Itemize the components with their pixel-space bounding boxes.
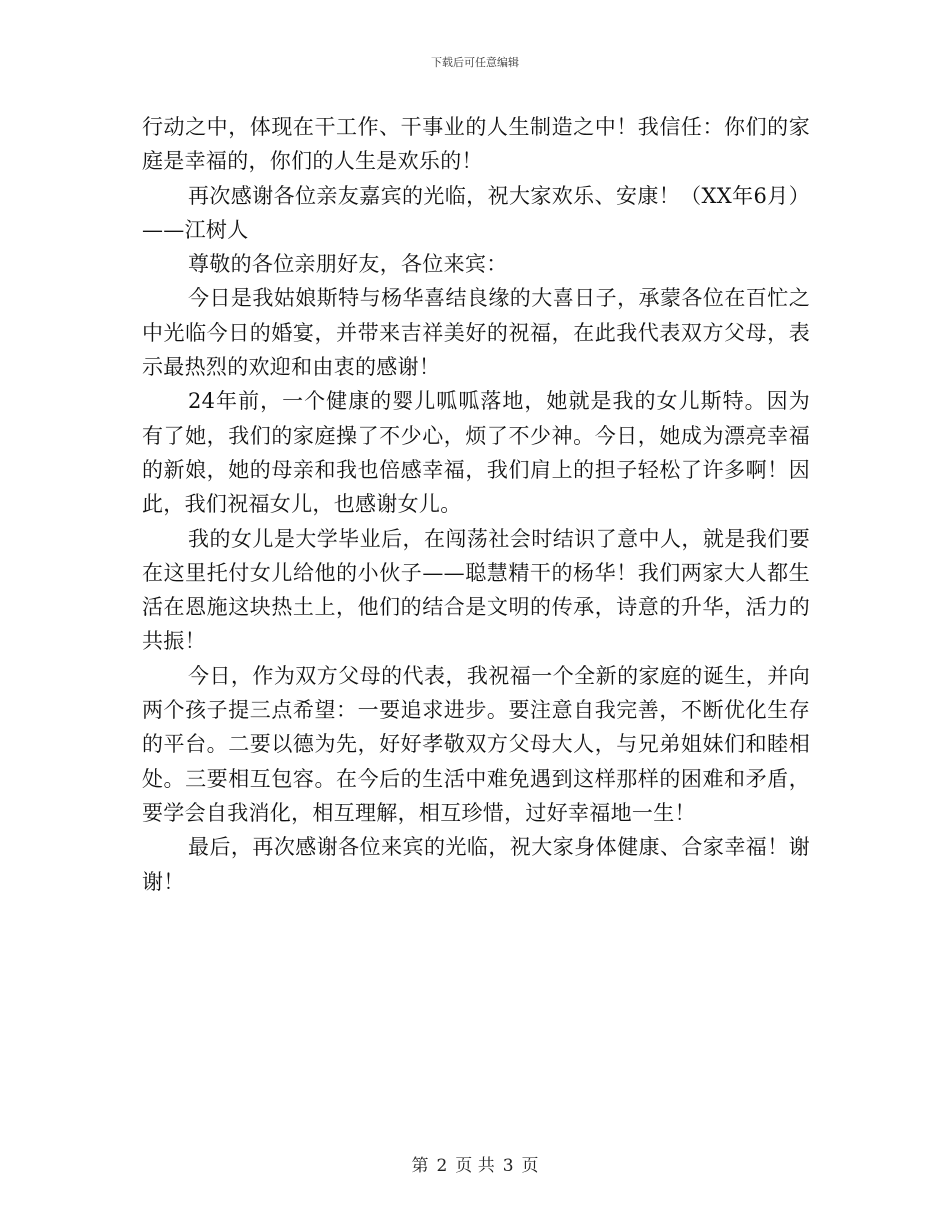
paragraph: 再次感谢各位亲友嘉宾的光临，祝大家欢乐、安康！（XX年6月）——江树人 xyxy=(142,183,810,242)
paragraph: 今日是我姑娘斯特与杨华喜结良缘的大喜日子，承蒙各位在百忙之中光临今日的婚宴，并带来吉祥美好的祝福，在此我代表双方父母，表示最热烈的欢迎和由衷的感谢！ xyxy=(142,286,810,380)
page-header: 下载后可任意编辑 xyxy=(431,56,519,69)
document-body xyxy=(142,110,810,899)
current-page-number: 2 xyxy=(436,1156,448,1176)
paragraph: 最后，再次感谢各位来宾的光临，祝大家身体健康、合家幸福！谢谢！ xyxy=(142,835,810,894)
paragraph: 行动之中，体现在干工作、干事业的人生制造之中！我信任：你们的家庭是幸福的，你们的人生是欢乐的！ xyxy=(142,115,810,174)
paragraph: 尊敬的各位亲朋好友，各位来宾： xyxy=(188,252,508,277)
paragraph: 24年前，一个健康的婴儿呱呱落地，她就是我的女儿斯特。因为有了她，我们的家庭操了不少心，烦了不少神。今日，她成为漂亮幸福的新娘，她的母亲和我也倍感幸福，我们肩上的担子轻松了许多啊！因此，我们祝福女儿，也感谢女儿。 xyxy=(142,389,810,517)
paragraph: 我的女儿是大学毕业后，在闯荡社会时结识了意中人，就是我们要在这里托付女儿给他的小伙子——聪慧精干的杨华！我们两家大人都生活在恩施这块热土上，他们的结合是文明的传承，诗意的升华，活力的共振！ xyxy=(142,526,810,654)
footer-prefix: 第 xyxy=(411,1156,429,1176)
page-footer xyxy=(0,1151,950,1176)
paragraph: 今日，作为双方父母的代表，我祝福一个全新的家庭的诞生，并向两个孩子提三点希望：一要追求进步。要注意自我完善，不断优化生存的平台。二要以德为先，好好孝敬双方父母大人，与兄弟姐妹们和睦相处。三要相互包容。在今后的生活中难免遇到这样那样的困难和矛盾，要学会自我消化，相互理解，相互珍惜，过好幸福地一生！ xyxy=(142,663,810,825)
total-page-count: 3 xyxy=(502,1156,514,1176)
footer-middle: 页 共 xyxy=(455,1156,495,1176)
footer-suffix: 页 xyxy=(521,1156,539,1176)
